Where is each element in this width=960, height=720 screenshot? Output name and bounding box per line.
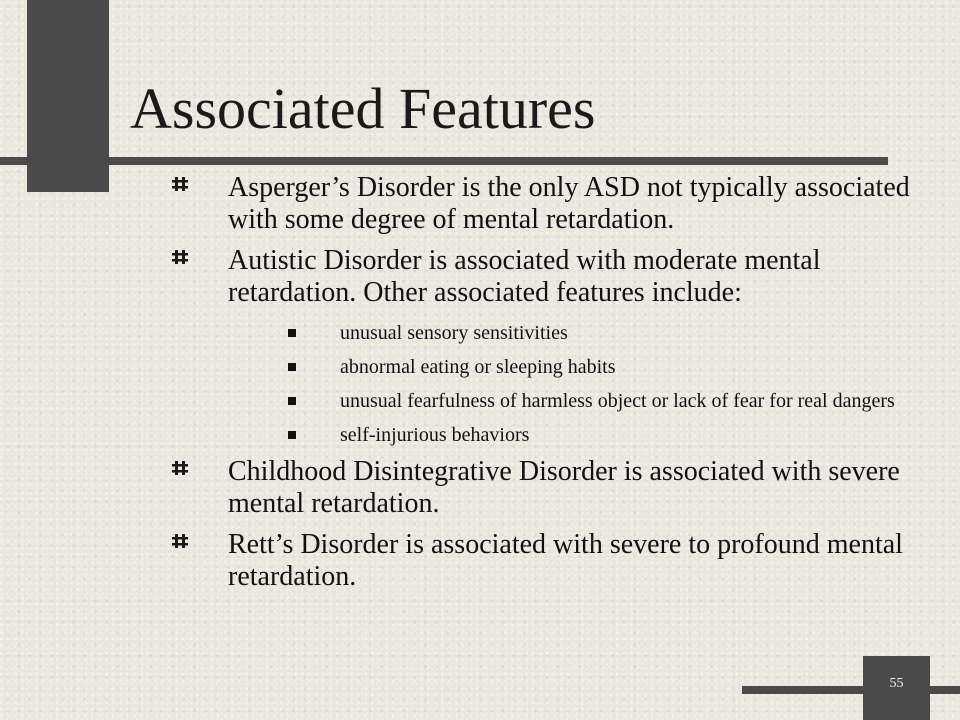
- sub-bullet-text: unusual sensory sensitivities: [340, 322, 568, 344]
- square-bullet-icon: [288, 329, 296, 337]
- sub-bullet-text: abnormal eating or sleeping habits: [340, 356, 616, 378]
- sub-bullet-list: [284, 321, 922, 447]
- slide-title: Associated Features: [130, 76, 596, 141]
- hash-bullet-icon: [172, 533, 188, 549]
- sub-bullet-item: [284, 423, 922, 447]
- bullet-text: Rett’s Disorder is associated with severe to profound mental retardation.: [228, 529, 903, 592]
- bullet-list: [172, 172, 922, 593]
- sub-bullet-item: [284, 389, 922, 413]
- square-bullet-icon: [288, 363, 296, 371]
- decorative-top-block: [27, 0, 109, 192]
- bullet-item: [172, 172, 922, 236]
- hash-bullet-icon: [172, 176, 188, 192]
- bullet-item: [172, 529, 922, 593]
- bullet-item: [172, 245, 922, 447]
- sub-bullet-item: [284, 321, 922, 345]
- square-bullet-icon: [288, 397, 296, 405]
- hash-bullet-icon: [172, 249, 188, 265]
- sub-bullet-text: self-injurious behaviors: [340, 424, 530, 446]
- decorative-top-bar: [0, 157, 888, 165]
- bullet-text: Asperger’s Disorder is the only ASD not typically associated with some degree of mental retardation.: [228, 172, 910, 235]
- sub-bullet-text: unusual fearfulness of harmless object or lack of fear for real dangers: [340, 390, 895, 412]
- sub-bullet-item: [284, 355, 922, 379]
- page-number: 55: [889, 676, 904, 691]
- bullet-text: Autistic Disorder is associated with moderate mental retardation. Other associated features include:: [228, 245, 821, 308]
- bullet-text: Childhood Disintegrative Disorder is associated with severe mental retardation.: [228, 456, 900, 519]
- hash-bullet-icon: [172, 460, 188, 476]
- bullet-item: [172, 456, 922, 520]
- square-bullet-icon: [288, 431, 296, 439]
